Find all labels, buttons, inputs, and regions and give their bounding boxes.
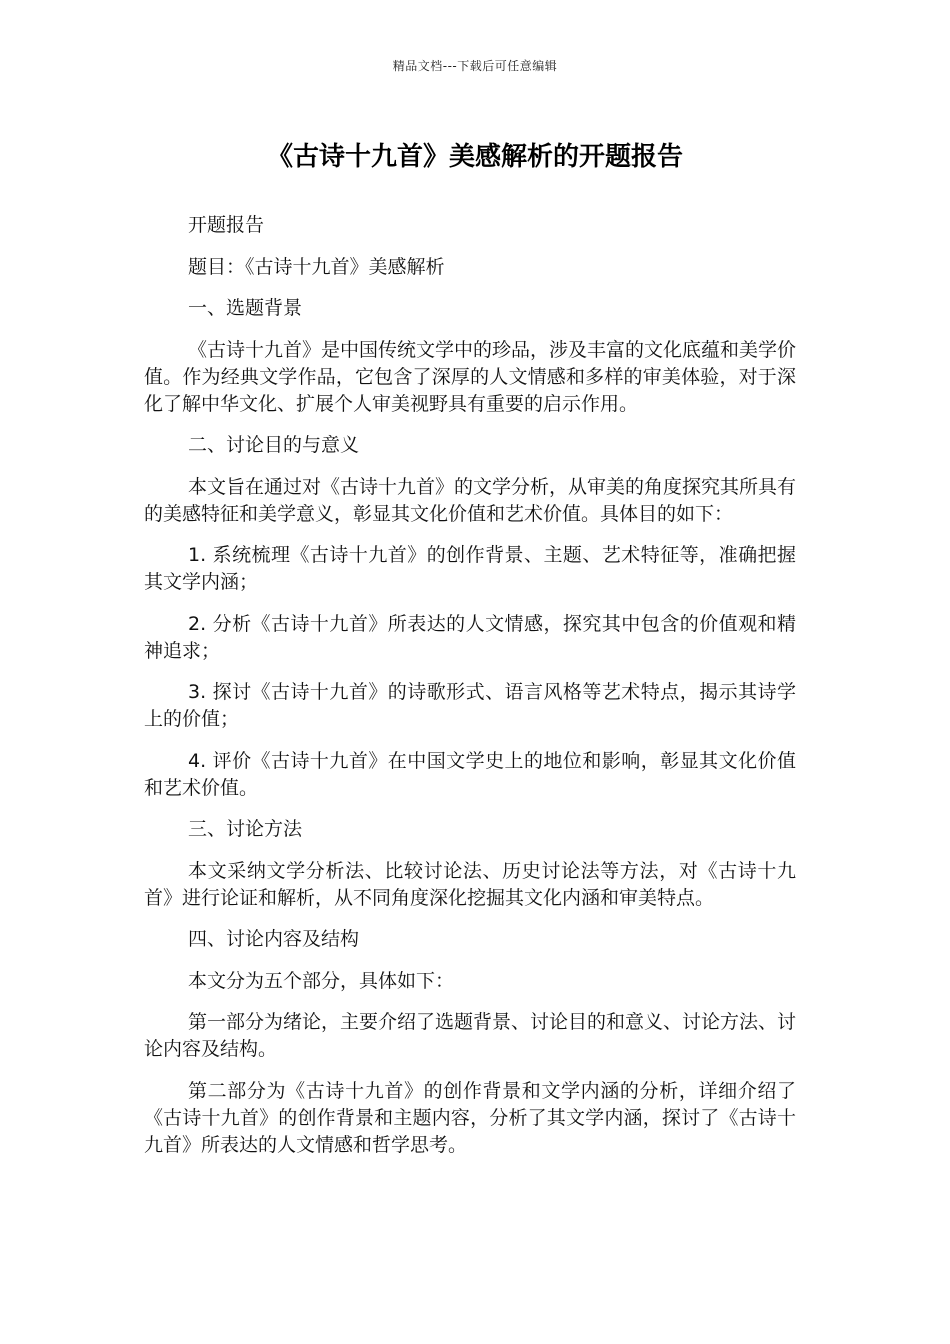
list-item-3: 3. 探讨《古诗十九首》的诗歌形式、语言风格等艺术特点，揭示其诗学上的价值；	[144, 681, 796, 730]
document-body	[144, 212, 796, 1173]
paragraph-background: 《古诗十九首》是中国传统文学中的珍品，涉及丰富的文化底蕴和美学价值。作为经典文学作品，它包含了深厚的人文情感和多样的审美体验，对于深化了解中华文化、扩展个人审美视野具有重要的启示作用。	[144, 338, 797, 415]
topic-line: 题目：《古诗十九首》美感解析	[188, 255, 445, 278]
list-item-2: 2. 分析《古诗十九首》所表达的人文情感，探究其中包含的价值观和精神追求；	[144, 612, 796, 662]
section-heading-background: 一、选题背景	[188, 297, 303, 319]
heading-report: 开题报告	[188, 214, 265, 236]
paragraph-purpose: 本文旨在通过对《古诗十九首》的文学分析，从审美的角度探究其所具有的美感特征和美学意义，彰显其文化价值和艺术价值。具体目的如下：	[144, 475, 797, 525]
paragraph-structure-intro: 本文分为五个部分，具体如下：	[188, 969, 455, 992]
section-heading-method: 三、讨论方法	[188, 818, 303, 840]
section-heading-content: 四、讨论内容及结构	[188, 928, 360, 950]
paragraph-part-2: 第二部分为《古诗十九首》的创作背景和文学内涵的分析，详细介绍了《古诗十九首》的创作背景和主题内容，分析了其文学内涵，探讨了《古诗十九首》所表达的人文情感和哲学思考。	[144, 1079, 796, 1156]
list-item-4: 4. 评价《古诗十九首》在中国文学史上的地位和影响，彰显其文化价值和艺术价值。	[144, 749, 796, 799]
document-title: 《古诗十九首》美感解析的开题报告	[266, 142, 683, 172]
section-heading-purpose: 二、讨论目的与意义	[188, 434, 360, 456]
paragraph-part-1: 第一部分为绪论，主要介绍了选题背景、讨论目的和意义、讨论方法、讨论内容及结构。	[144, 1011, 797, 1060]
list-item-1: 1. 系统梳理《古诗十九首》的创作背景、主题、艺术特征等，准确把握其文学内涵；	[144, 544, 796, 593]
paragraph-method: 本文采纳文学分析法、比较讨论法、历史讨论法等方法，对《古诗十九首》进行论证和解析，从不同角度深化挖掘其文化内涵和审美特点。	[144, 859, 796, 909]
page-header: 精品文档---下载后可任意编辑	[392, 59, 558, 73]
